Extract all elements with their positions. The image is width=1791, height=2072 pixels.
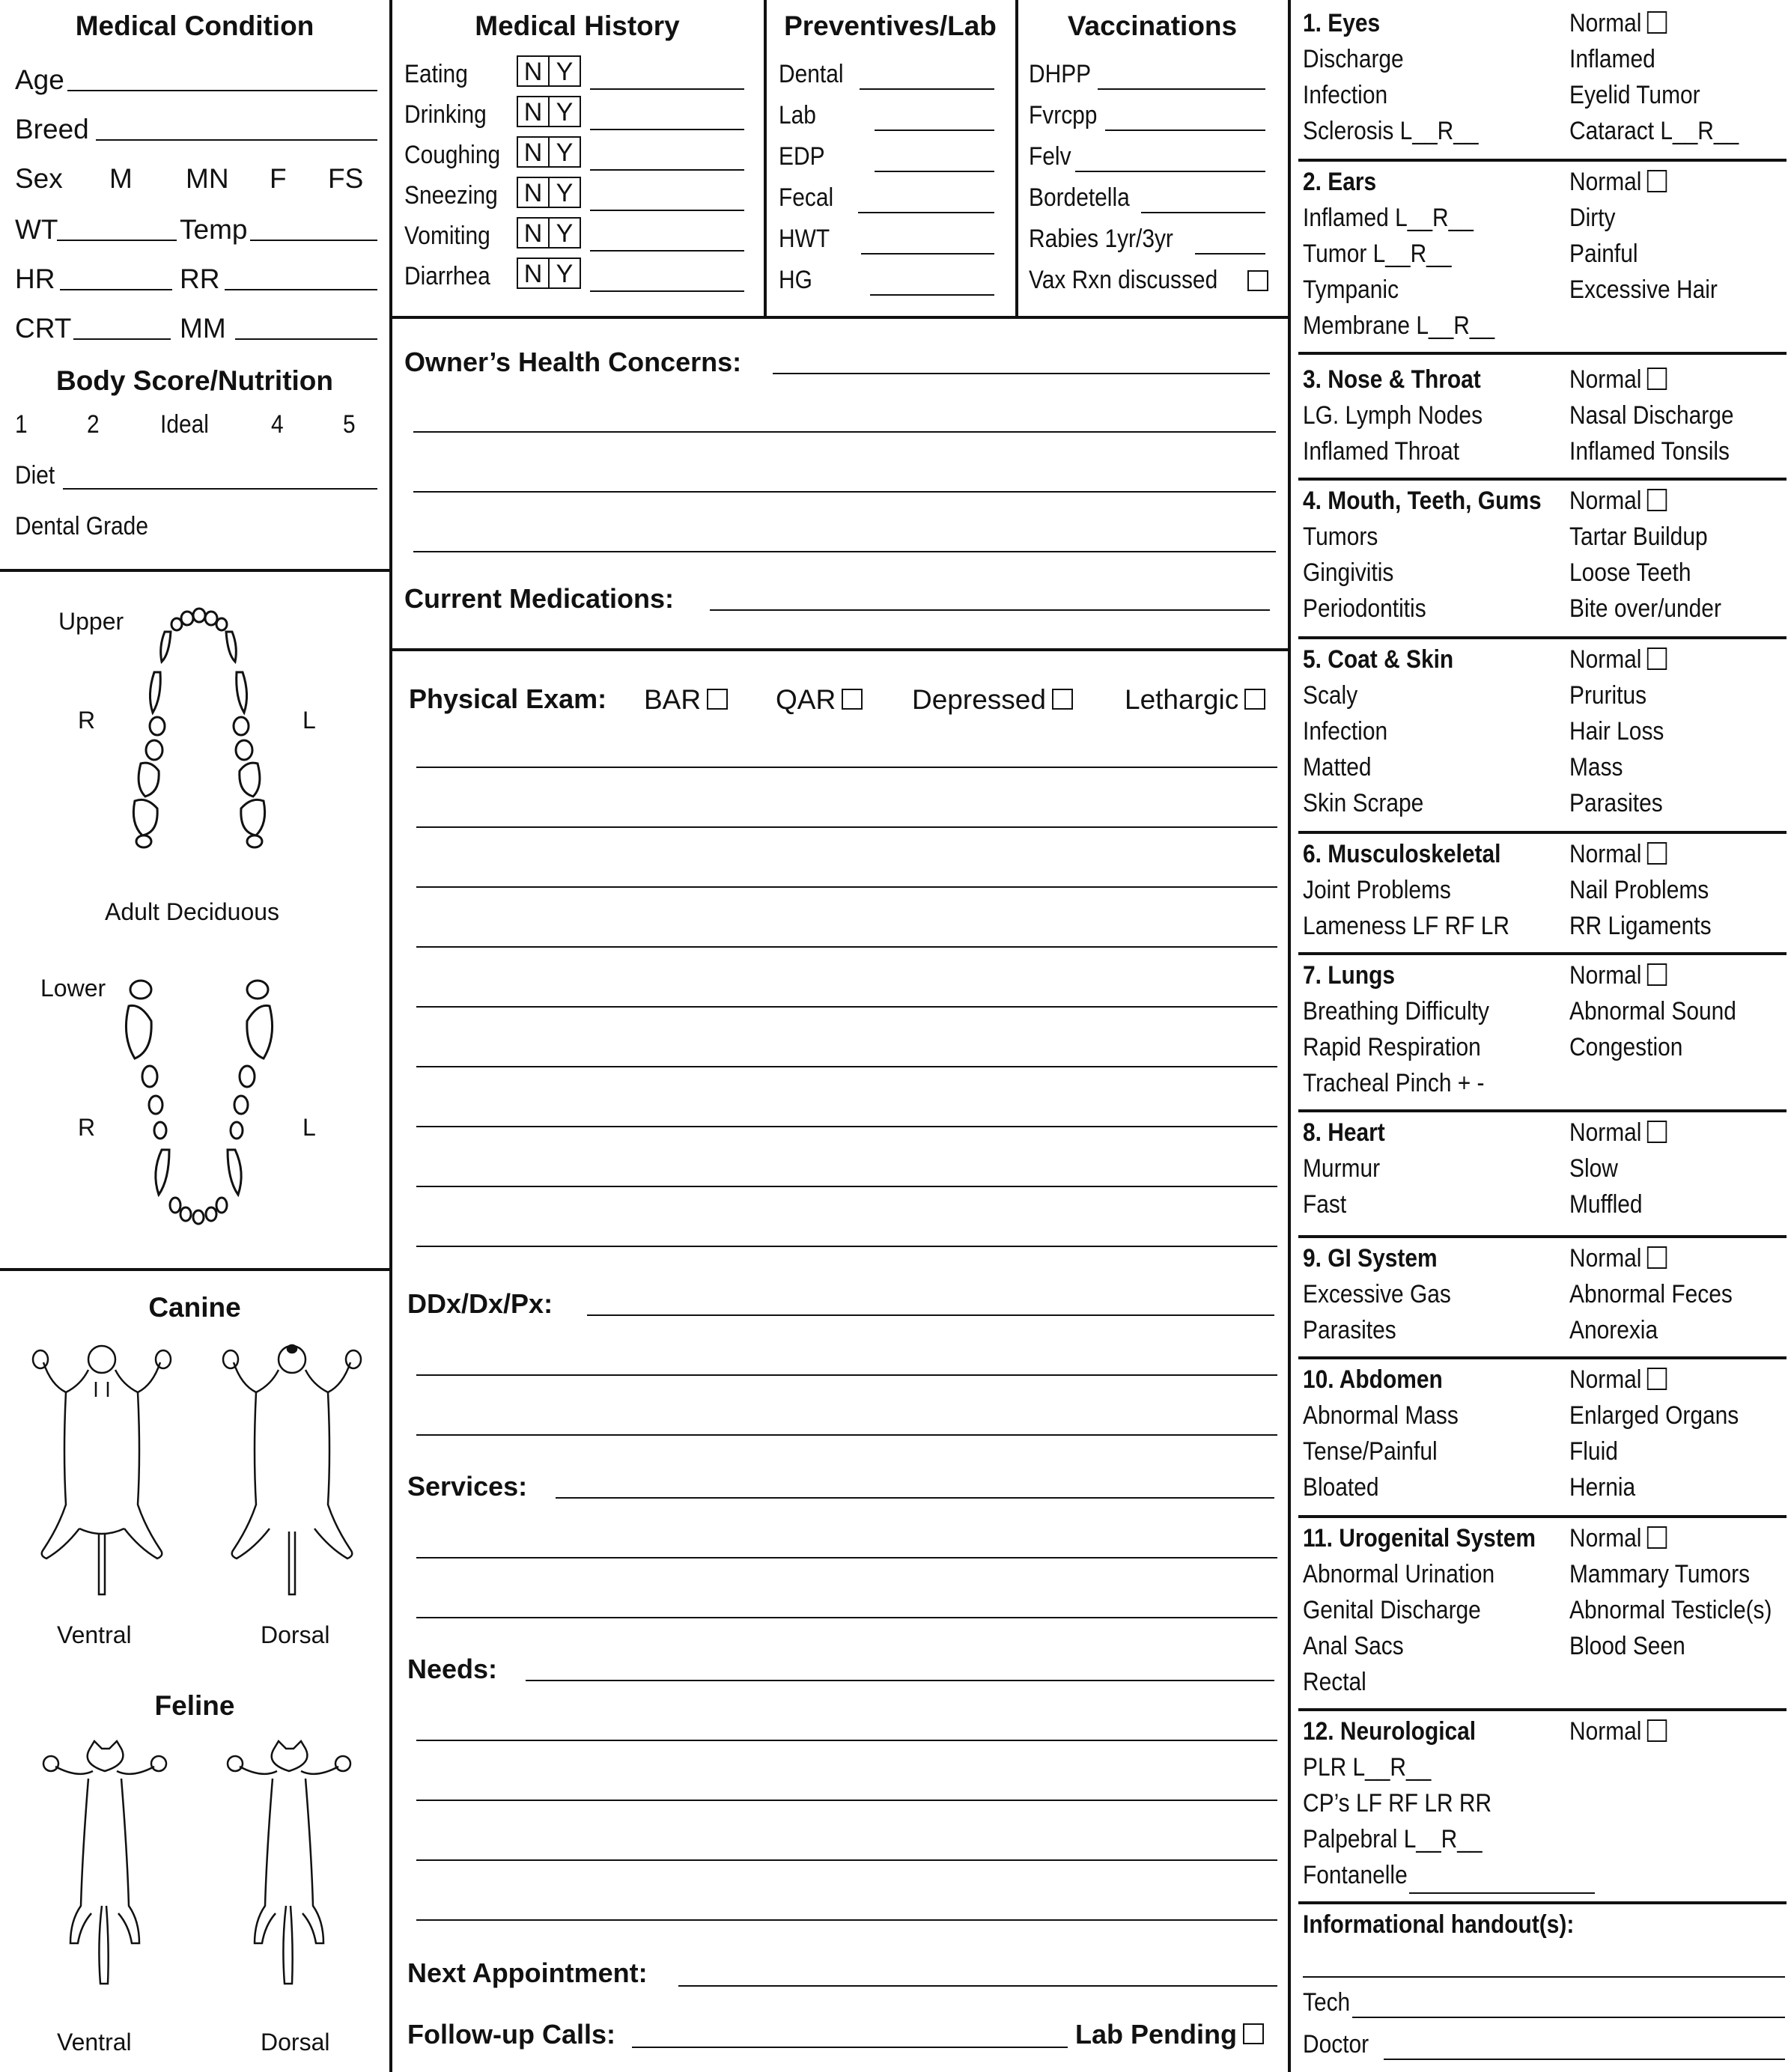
exam-section-divider — [1298, 1109, 1787, 1112]
physical-exam-line[interactable] — [416, 1186, 1277, 1187]
exam-finding-right[interactable]: Mass — [1569, 753, 1623, 781]
physical-exam-line[interactable] — [416, 1246, 1277, 1247]
depressed-option[interactable] — [912, 686, 1073, 713]
exam-finding-right[interactable]: Hair Loss — [1569, 717, 1664, 746]
needs-line-5[interactable] — [416, 1919, 1277, 1921]
qar-option[interactable] — [776, 686, 863, 713]
preventive-label: HWT — [779, 225, 830, 253]
exam-section-title: 4. Mouth, Teeth, Gums — [1303, 487, 1542, 515]
handouts-label: Informational handout(s): — [1303, 1910, 1575, 1939]
sex-option-fs[interactable]: FS — [328, 163, 364, 194]
exam-section-divider — [1298, 636, 1787, 639]
exam-finding-left[interactable]: Tumors — [1303, 522, 1378, 551]
exam-finding-right[interactable]: Anorexia — [1569, 1316, 1658, 1344]
exam-finding-right[interactable]: Fluid — [1569, 1437, 1618, 1466]
preventive-label: Fecal — [779, 183, 834, 212]
body-score-title: Body Score/Nutrition — [55, 365, 334, 396]
divider-left-1 — [0, 569, 391, 572]
lethargic-checkbox[interactable] — [1244, 689, 1265, 710]
preventive-field[interactable] — [860, 88, 994, 90]
exam-normal-label: Normal — [1569, 168, 1642, 196]
diet-field[interactable] — [63, 488, 377, 490]
history-label: Sneezing — [404, 181, 498, 210]
fontanelle-field[interactable] — [1409, 1892, 1595, 1894]
depressed-checkbox[interactable] — [1052, 689, 1073, 710]
dental-grade-label: Dental Grade — [15, 512, 148, 540]
exam-normal-option[interactable] — [1569, 1526, 1667, 1551]
history-notes-field[interactable] — [590, 88, 744, 90]
exam-finding-left[interactable]: Abnormal Mass — [1303, 1401, 1459, 1430]
exam-finding-right[interactable]: Blood Seen — [1569, 1632, 1685, 1660]
owner-concerns-field[interactable] — [773, 373, 1270, 374]
canine-ventral-label: Ventral — [57, 1621, 132, 1648]
bar-option[interactable] — [644, 686, 728, 713]
exam-finding-left[interactable]: Infection — [1303, 81, 1388, 109]
exam-section-title: 9. GI System — [1303, 1244, 1438, 1273]
physical-exam-line[interactable] — [416, 1006, 1277, 1008]
exam-finding-right[interactable]: Bite over/under — [1569, 594, 1721, 623]
services-field[interactable] — [556, 1497, 1274, 1499]
exam-finding-right[interactable]: Abnormal Feces — [1569, 1280, 1733, 1308]
exam-normal-option[interactable] — [1569, 1367, 1667, 1392]
lower-left-label: L — [302, 1114, 316, 1141]
lower-teeth-diagram — [112, 976, 285, 1231]
history-yes[interactable]: Y — [548, 219, 580, 247]
exam-finding-right[interactable]: Cataract L__R__ — [1569, 117, 1739, 145]
vax-rxn-checkbox[interactable] — [1247, 270, 1268, 291]
exam-finding-right[interactable]: Eyelid Tumor — [1569, 81, 1700, 109]
vaccination-label: Fvrcpp — [1029, 101, 1098, 130]
lab-pending-checkbox[interactable] — [1243, 2023, 1264, 2044]
ddx-line-3[interactable] — [416, 1434, 1277, 1436]
mm-label: MM — [180, 313, 226, 344]
canine-ventral-diagram — [27, 1344, 177, 1599]
preventives-title: Preventives/Lab — [784, 10, 997, 41]
exam-normal-checkbox[interactable] — [1646, 1526, 1666, 1549]
divider-mid-1 — [389, 316, 1289, 319]
owner-concerns-label: Owner’s Health Concerns: — [404, 347, 742, 377]
history-no[interactable]: N — [523, 179, 543, 207]
lower-right-label: R — [78, 1114, 96, 1141]
breed-label: Breed — [15, 114, 89, 144]
upper-teeth-diagram — [112, 605, 285, 852]
history-notes-field[interactable] — [590, 210, 744, 211]
exam-finding-right[interactable]: Nail Problems — [1569, 876, 1709, 904]
body-score-2[interactable]: 2 — [87, 410, 100, 439]
divider-col2 — [764, 0, 767, 317]
exam-normal-label: Normal — [1569, 840, 1642, 868]
exam-section-title: 12. Neurological — [1303, 1717, 1477, 1746]
upper-left-label: L — [302, 707, 316, 734]
exam-finding-left[interactable]: Tympanic — [1303, 275, 1399, 304]
exam-section-divider — [1298, 159, 1787, 162]
current-meds-label: Current Medications: — [404, 583, 675, 614]
qar-label: QAR — [776, 684, 836, 715]
exam-finding-left[interactable]: Rectal — [1303, 1668, 1366, 1696]
canine-title: Canine — [148, 1292, 241, 1323]
exam-normal-option[interactable] — [1569, 10, 1667, 36]
exam-finding-left[interactable]: Rapid Respiration — [1303, 1033, 1481, 1061]
exam-finding-left[interactable]: Membrane L__R__ — [1303, 311, 1495, 340]
history-yes[interactable]: Y — [548, 138, 580, 166]
age-label: Age — [15, 64, 64, 95]
history-yes[interactable]: Y — [548, 97, 580, 126]
vaccination-field[interactable] — [1105, 130, 1265, 131]
exam-section-title: 11. Urogenital System — [1303, 1524, 1536, 1553]
physical-exam-line[interactable] — [416, 767, 1277, 768]
exam-finding-left[interactable]: Breathing Difficulty — [1303, 997, 1489, 1026]
vaccinations-title: Vaccinations — [1067, 10, 1238, 41]
medical-history-title: Medical History — [475, 10, 680, 41]
exam-normal-option[interactable] — [1569, 841, 1667, 867]
exam-normal-checkbox[interactable] — [1646, 963, 1666, 986]
breed-field[interactable] — [96, 139, 377, 141]
exam-finding-left[interactable]: Murmur — [1303, 1154, 1381, 1183]
exam-finding-right[interactable]: Excessive Hair — [1569, 275, 1718, 304]
needs-line-2[interactable] — [416, 1740, 1277, 1741]
bar-label: BAR — [644, 684, 702, 715]
upper-right-label: R — [78, 707, 96, 734]
feline-dorsal-diagram — [222, 1741, 356, 1988]
exam-finding-right[interactable]: Dirty — [1569, 204, 1616, 232]
canine-dorsal-diagram — [217, 1344, 367, 1599]
exam-section-title: 10. Abdomen — [1303, 1365, 1443, 1394]
depressed-label: Depressed — [912, 684, 1046, 715]
body-score-4[interactable]: 4 — [271, 410, 284, 439]
exam-finding-left[interactable]: Sclerosis L__R__ — [1303, 117, 1479, 145]
sex-option-mn[interactable]: MN — [186, 163, 229, 194]
exam-normal-checkbox[interactable] — [1646, 648, 1666, 670]
physical-exam-label: Physical Exam: — [409, 683, 607, 714]
exam-normal-checkbox[interactable] — [1646, 842, 1666, 865]
services-line-2[interactable] — [416, 1557, 1277, 1558]
exam-finding-left[interactable]: CP’s LF RF LR RR — [1303, 1789, 1492, 1817]
physical-exam-line[interactable] — [416, 1126, 1277, 1127]
exam-finding-left[interactable]: Tense/Painful — [1303, 1437, 1438, 1466]
exam-normal-label: Normal — [1569, 487, 1642, 515]
medical-condition-title: Medical Condition — [75, 10, 314, 41]
crt-field[interactable] — [73, 338, 171, 340]
needs-line-3[interactable] — [416, 1800, 1277, 1801]
exam-finding-left[interactable]: Excessive Gas — [1303, 1280, 1451, 1308]
handouts-line[interactable] — [1303, 1976, 1785, 1978]
exam-section-title: 7. Lungs — [1303, 961, 1396, 990]
history-ny-toggle[interactable] — [517, 55, 581, 87]
physical-exam-line[interactable] — [416, 826, 1277, 828]
sex-option-m[interactable]: M — [109, 163, 133, 194]
preventive-label: Lab — [779, 101, 816, 130]
exam-normal-label: Normal — [1569, 645, 1642, 674]
exam-normal-label: Normal — [1569, 1524, 1642, 1553]
next-appointment-label: Next Appointment: — [407, 1957, 648, 1988]
vaccination-label: Felv — [1029, 142, 1071, 171]
exam-finding-right[interactable]: Hernia — [1569, 1473, 1636, 1502]
exam-finding-left[interactable]: Abnormal Urination — [1303, 1560, 1495, 1588]
tech-field[interactable] — [1352, 2017, 1785, 2018]
history-yes[interactable]: Y — [548, 57, 580, 85]
divider-col1 — [389, 0, 392, 2072]
exam-finding-right[interactable]: Nasal Discharge — [1569, 401, 1734, 430]
rr-field[interactable] — [225, 289, 377, 290]
qar-checkbox[interactable] — [842, 689, 863, 710]
history-no[interactable]: N — [523, 138, 543, 167]
wt-label: WT — [15, 214, 58, 245]
history-notes-field[interactable] — [590, 129, 744, 130]
exam-finding-right[interactable]: Parasites — [1569, 789, 1663, 817]
vaccination-label: Bordetella — [1029, 183, 1130, 212]
exam-section-divider — [1298, 1235, 1787, 1238]
lab-pending-label: Lab Pending — [1075, 2019, 1237, 2050]
exam-section-divider — [1298, 352, 1787, 355]
exam-section-title: 3. Nose & Throat — [1303, 365, 1481, 394]
divider-mid-2 — [389, 648, 1289, 651]
exam-finding-left[interactable]: Scaly — [1303, 681, 1358, 710]
exam-section-title: 1. Eyes — [1303, 9, 1381, 37]
exam-normal-checkbox[interactable] — [1646, 368, 1666, 390]
history-ny-toggle[interactable] — [517, 96, 581, 127]
doctor-field[interactable] — [1384, 2059, 1785, 2060]
divider-col3 — [1015, 0, 1018, 317]
exam-finding-left[interactable]: Anal Sacs — [1303, 1632, 1404, 1660]
needs-line-4[interactable] — [416, 1859, 1277, 1861]
exam-finding-right[interactable]: Muffled — [1569, 1190, 1643, 1219]
exam-finding-right[interactable]: Inflamed — [1569, 45, 1655, 73]
exam-normal-label: Normal — [1569, 1365, 1642, 1394]
physical-exam-line[interactable] — [416, 1066, 1277, 1067]
ddx-label: DDx/Dx/Px: — [407, 1288, 553, 1319]
temp-field[interactable] — [250, 240, 377, 241]
exam-normal-label: Normal — [1569, 9, 1642, 37]
exam-section-divider — [1298, 1356, 1787, 1359]
bar-checkbox[interactable] — [707, 689, 728, 710]
exam-finding-right[interactable]: Loose Teeth — [1569, 558, 1691, 587]
vaccination-label: DHPP — [1029, 60, 1092, 88]
exam-finding-left[interactable]: PLR L__R__ — [1303, 1753, 1432, 1782]
vaccination-field[interactable] — [1075, 171, 1265, 172]
exam-normal-option[interactable] — [1569, 963, 1667, 988]
followup-calls-field[interactable] — [632, 2047, 1068, 2048]
feline-dorsal-label: Dorsal — [261, 2029, 330, 2056]
exam-section-divider — [1298, 952, 1787, 955]
physical-exam-line[interactable] — [416, 946, 1277, 948]
exam-finding-left[interactable]: Fast — [1303, 1190, 1347, 1219]
doctor-label: Doctor — [1303, 2030, 1369, 2059]
history-label: Coughing — [404, 141, 501, 169]
exam-finding-left[interactable]: Joint Problems — [1303, 876, 1451, 904]
hr-field[interactable] — [60, 289, 172, 290]
needs-label: Needs: — [407, 1654, 498, 1684]
crt-label: CRT — [15, 313, 72, 344]
next-appointment-field[interactable] — [678, 1985, 1277, 1987]
history-notes-field[interactable] — [590, 290, 744, 292]
vaccination-field[interactable] — [1141, 212, 1265, 213]
history-no[interactable]: N — [523, 98, 543, 127]
owner-concerns-line-2[interactable] — [413, 431, 1276, 433]
preventive-field[interactable] — [870, 294, 994, 296]
preventive-field[interactable] — [861, 253, 994, 255]
owner-concerns-line-4[interactable] — [413, 551, 1276, 552]
sex-label: Sex — [15, 163, 63, 194]
body-score-ideal[interactable]: Ideal — [160, 410, 209, 439]
exam-normal-checkbox[interactable] — [1646, 11, 1666, 34]
exam-normal-option[interactable] — [1569, 169, 1667, 195]
history-yes[interactable]: Y — [548, 178, 580, 207]
exam-section-divider — [1298, 478, 1787, 481]
exam-normal-label: Normal — [1569, 365, 1642, 394]
exam-normal-option[interactable] — [1569, 647, 1667, 672]
followup-calls-label: Follow-up Calls: — [407, 2019, 615, 2050]
sex-option-f[interactable]: F — [270, 163, 287, 194]
exam-finding-right[interactable]: Slow — [1569, 1154, 1618, 1183]
history-no[interactable]: N — [523, 219, 543, 248]
exam-finding-left[interactable]: Discharge — [1303, 45, 1404, 73]
exam-section-divider — [1298, 831, 1787, 834]
exam-normal-option[interactable] — [1569, 1719, 1667, 1744]
exam-finding-left[interactable]: Lameness LF RF LR — [1303, 912, 1510, 940]
history-ny-toggle[interactable] — [517, 258, 581, 289]
exam-finding-left[interactable]: Bloated — [1303, 1473, 1379, 1502]
vaccination-label: Vax Rxn discussed — [1029, 266, 1218, 294]
exam-section-divider — [1298, 1901, 1787, 1904]
exam-finding-right[interactable]: Mammary Tumors — [1569, 1560, 1751, 1588]
history-label: Vomiting — [404, 222, 490, 250]
exam-finding-left[interactable]: Infection — [1303, 717, 1388, 746]
exam-finding-left[interactable]: Tracheal Pinch + - — [1303, 1069, 1485, 1097]
history-ny-toggle[interactable] — [517, 217, 581, 249]
needs-field[interactable] — [526, 1680, 1274, 1681]
history-no[interactable]: N — [523, 58, 543, 86]
vaccination-field[interactable] — [1098, 88, 1265, 90]
exam-normal-checkbox[interactable] — [1646, 1246, 1666, 1269]
exam-normal-checkbox[interactable] — [1646, 1368, 1666, 1390]
rr-label: RR — [180, 263, 220, 294]
ddx-line-2[interactable] — [416, 1374, 1277, 1376]
temp-label: Temp — [180, 214, 248, 245]
history-label: Drinking — [404, 100, 487, 129]
history-yes[interactable]: Y — [548, 259, 580, 287]
feline-title: Feline — [154, 1690, 235, 1721]
vaccination-field[interactable] — [1195, 253, 1265, 255]
exam-normal-checkbox[interactable] — [1646, 1121, 1666, 1143]
feline-ventral-label: Ventral — [57, 2029, 132, 2056]
preventive-label: Dental — [779, 60, 844, 88]
upper-jaw-label: Upper — [58, 608, 124, 635]
exam-section-title: 6. Musculoskeletal — [1303, 840, 1501, 868]
current-meds-field[interactable] — [710, 609, 1270, 611]
services-line-3[interactable] — [416, 1617, 1277, 1618]
exam-finding-left[interactable]: Palpebral L__R__ — [1303, 1825, 1483, 1853]
history-label: Eating — [404, 60, 468, 88]
canine-dorsal-label: Dorsal — [261, 1621, 330, 1648]
exam-finding-left[interactable]: Inflamed Throat — [1303, 437, 1460, 466]
divider-col4 — [1288, 0, 1291, 2072]
lethargic-label: Lethargic — [1125, 684, 1239, 715]
exam-finding-left[interactable]: Tumor L__R__ — [1303, 240, 1452, 268]
exam-finding-left[interactable]: Skin Scrape — [1303, 789, 1424, 817]
exam-finding-right[interactable]: Inflamed Tonsils — [1569, 437, 1730, 466]
services-label: Services: — [407, 1471, 528, 1502]
exam-section-divider — [1298, 1515, 1787, 1518]
exam-finding-left[interactable]: Inflamed L__R__ — [1303, 204, 1474, 232]
history-ny-toggle[interactable] — [517, 136, 581, 168]
preventive-field[interactable] — [858, 212, 994, 213]
exam-section-title: 2. Ears — [1303, 168, 1377, 196]
adult-deciduous-caption: Adult Deciduous — [105, 898, 280, 925]
exam-finding-right[interactable]: Tartar Buildup — [1569, 522, 1708, 551]
diet-label: Diet — [15, 461, 55, 490]
history-ny-toggle[interactable] — [517, 177, 581, 208]
mm-field[interactable] — [235, 338, 377, 340]
age-field[interactable] — [67, 90, 377, 91]
history-notes-field[interactable] — [590, 250, 744, 252]
divider-left-2 — [0, 1268, 391, 1271]
vaccination-label: Rabies 1yr/3yr — [1029, 225, 1173, 253]
exam-normal-label: Normal — [1569, 1717, 1642, 1746]
exam-finding-right[interactable]: Abnormal Testicle(s) — [1569, 1596, 1772, 1624]
exam-finding-right[interactable]: Abnormal Sound — [1569, 997, 1736, 1026]
exam-normal-option[interactable] — [1569, 1246, 1667, 1271]
lower-jaw-label: Lower — [40, 975, 106, 1002]
exam-finding-left[interactable]: Genital Discharge — [1303, 1596, 1481, 1624]
wt-field[interactable] — [57, 240, 177, 241]
exam-section-title: 5. Coat & Skin — [1303, 645, 1454, 674]
exam-normal-checkbox[interactable] — [1646, 1719, 1666, 1742]
exam-section-title: 8. Heart — [1303, 1118, 1385, 1147]
preventive-field[interactable] — [875, 171, 994, 172]
preventive-label: HG — [779, 266, 812, 294]
owner-concerns-line-3[interactable] — [413, 491, 1276, 493]
exam-normal-checkbox[interactable] — [1646, 489, 1666, 511]
exam-finding-left[interactable]: Gingivitis — [1303, 558, 1394, 587]
exam-normal-label: Normal — [1569, 961, 1642, 990]
feline-ventral-diagram — [37, 1741, 172, 1988]
exam-normal-label: Normal — [1569, 1118, 1642, 1147]
exam-normal-label: Normal — [1569, 1244, 1642, 1273]
tech-label: Tech — [1303, 1988, 1351, 2017]
exam-finding-right[interactable]: Enlarged Organs — [1569, 1401, 1739, 1430]
history-notes-field[interactable] — [590, 169, 744, 171]
exam-normal-option[interactable] — [1569, 367, 1667, 392]
exam-finding-right[interactable]: RR Ligaments — [1569, 912, 1712, 940]
physical-exam-line[interactable] — [416, 886, 1277, 888]
body-score-5[interactable]: 5 — [343, 410, 356, 439]
exam-normal-checkbox[interactable] — [1646, 170, 1666, 192]
exam-normal-option[interactable] — [1569, 488, 1667, 514]
exam-finding-right[interactable]: Congestion — [1569, 1033, 1683, 1061]
exam-finding-right[interactable]: Painful — [1569, 240, 1638, 268]
preventive-field[interactable] — [875, 130, 994, 131]
exam-section-divider — [1298, 1708, 1787, 1711]
exam-finding-left[interactable]: LG. Lymph Nodes — [1303, 401, 1483, 430]
ddx-field[interactable] — [587, 1314, 1274, 1316]
preventive-label: EDP — [779, 142, 825, 171]
lethargic-option[interactable] — [1125, 686, 1265, 713]
exam-finding-left[interactable]: Fontanelle — [1303, 1861, 1408, 1889]
history-no[interactable]: N — [523, 260, 543, 288]
body-score-1[interactable]: 1 — [15, 410, 28, 439]
history-label: Diarrhea — [404, 262, 490, 290]
hr-label: HR — [15, 263, 55, 294]
exam-finding-left[interactable]: Matted — [1303, 753, 1372, 781]
exam-finding-left[interactable]: Parasites — [1303, 1316, 1396, 1344]
lab-pending-option[interactable] — [1075, 2021, 1264, 2048]
exam-normal-option[interactable] — [1569, 1120, 1667, 1145]
exam-finding-right[interactable]: Pruritus — [1569, 681, 1647, 710]
exam-finding-left[interactable]: Periodontitis — [1303, 594, 1426, 623]
